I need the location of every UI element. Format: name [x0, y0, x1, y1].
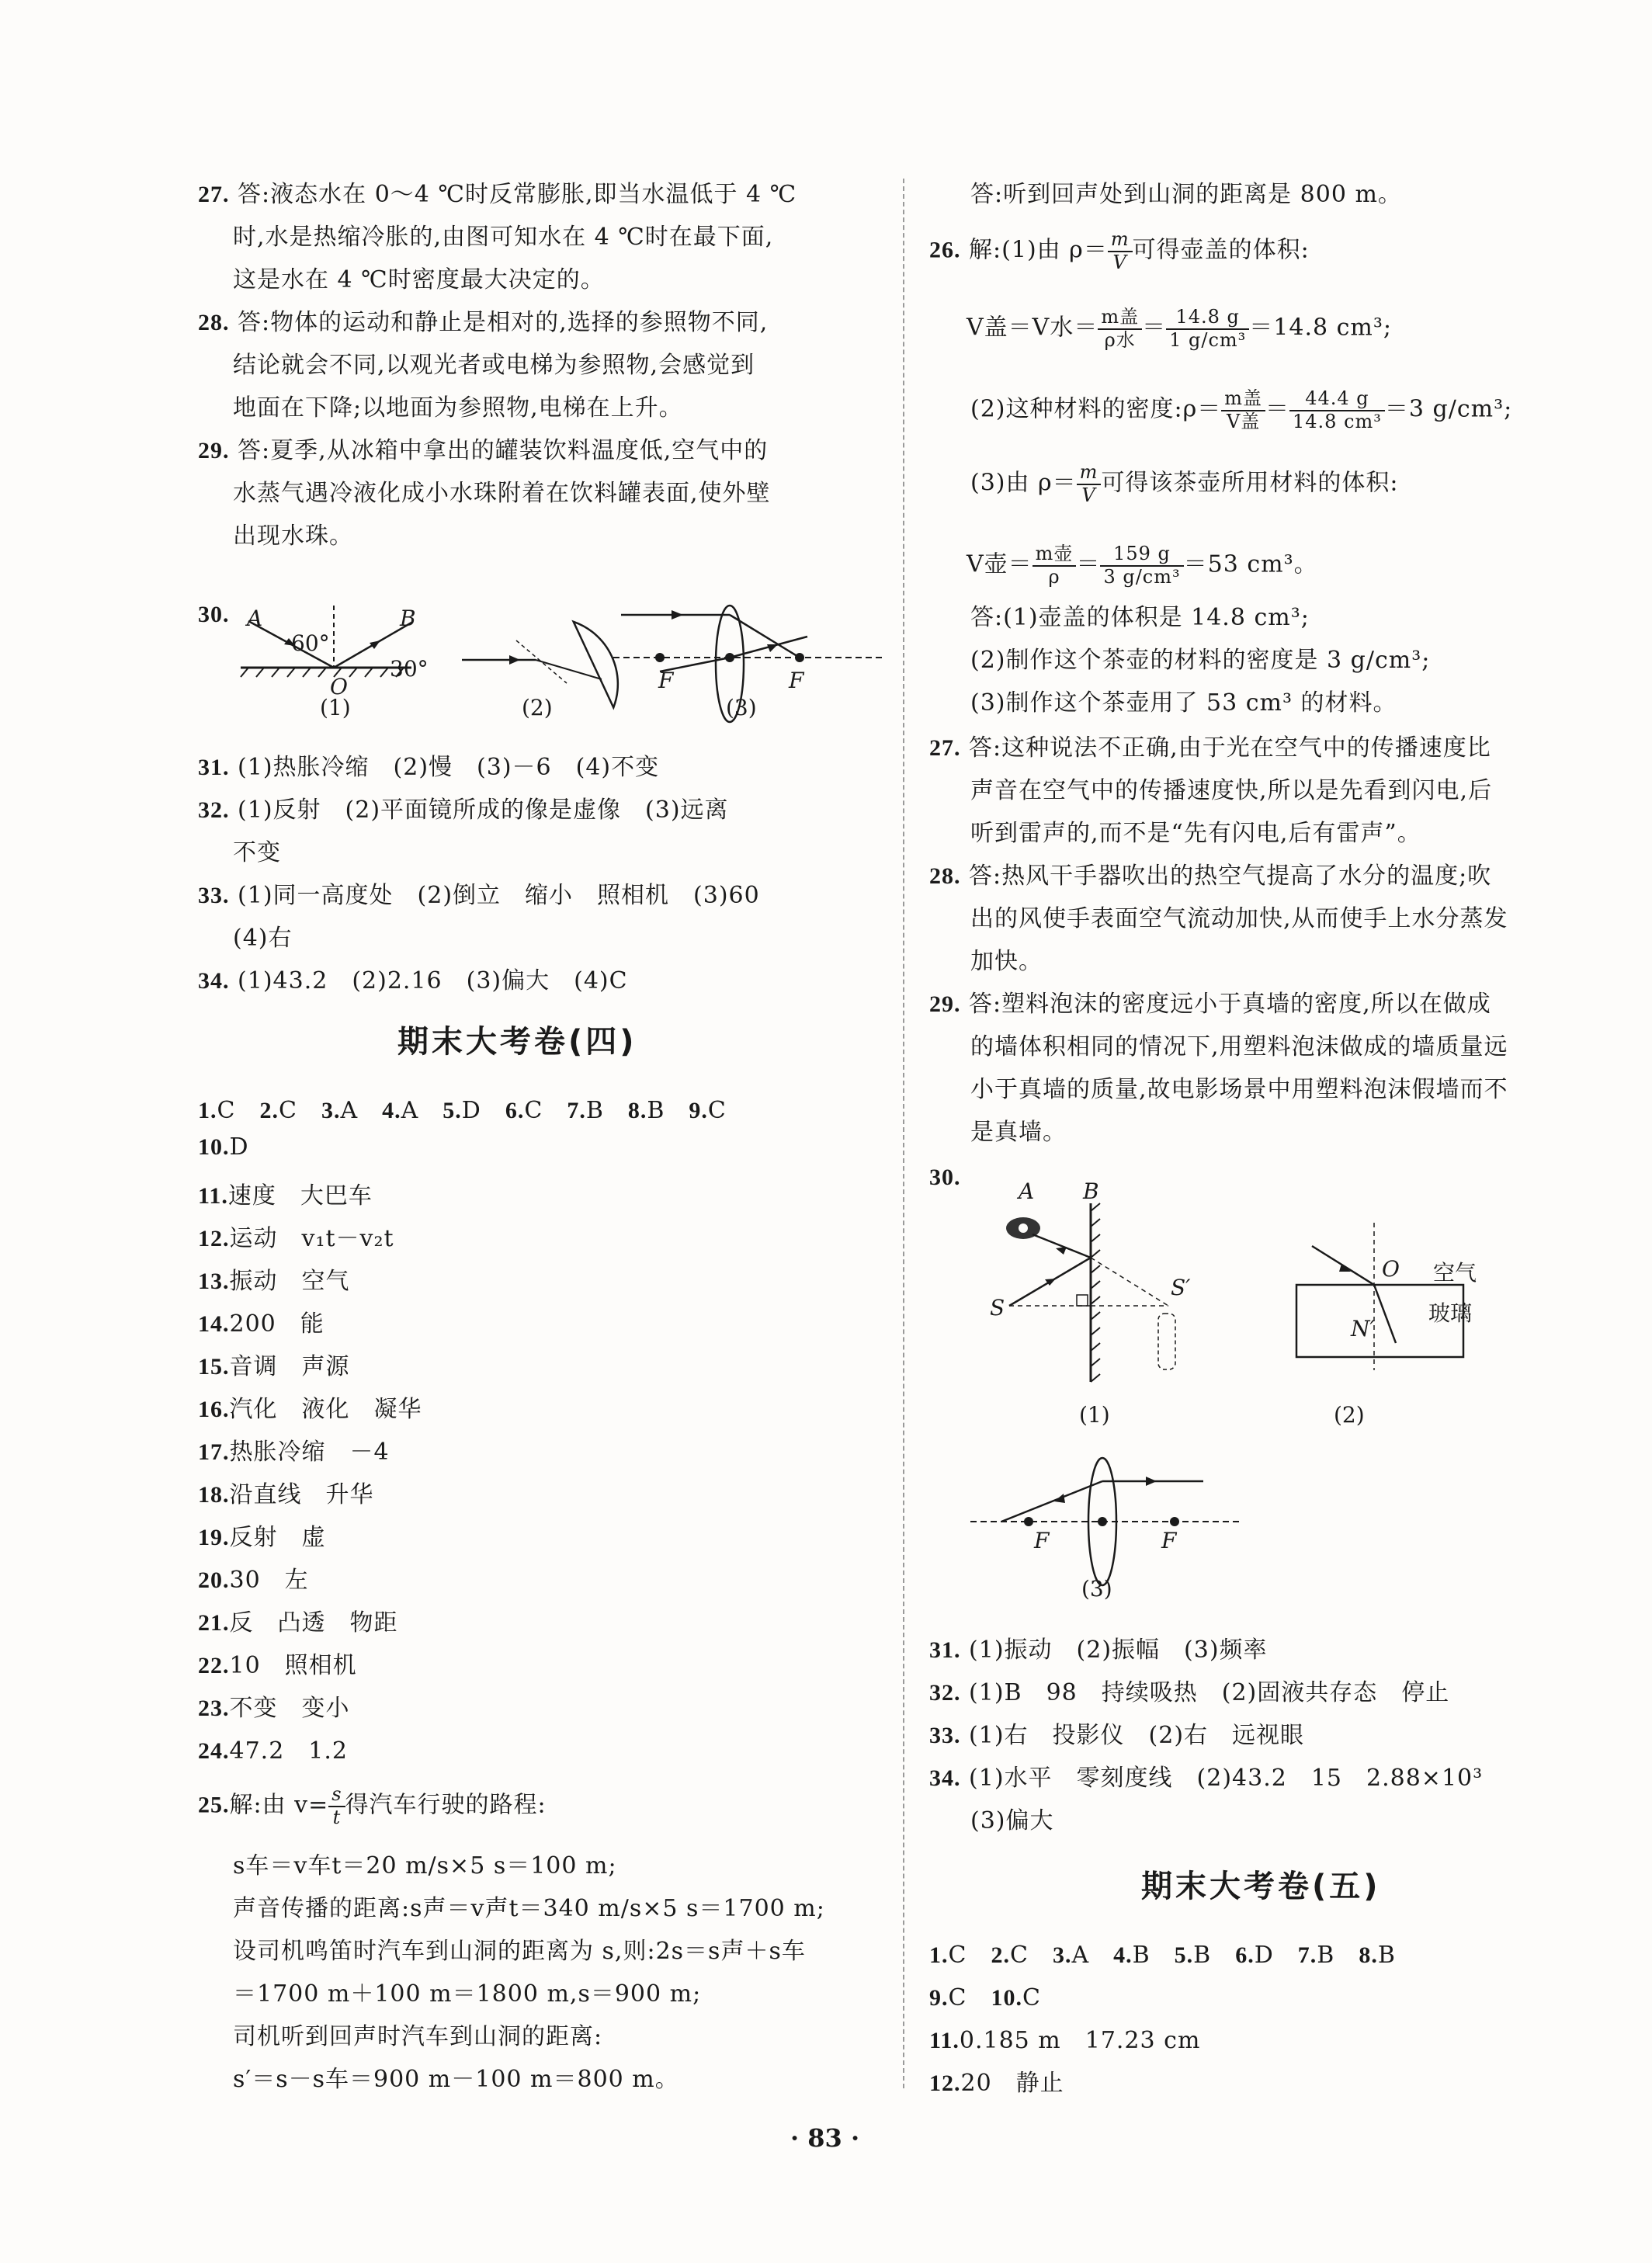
fig-label-B: B: [1083, 1178, 1099, 1204]
text-line: 加快。: [970, 948, 1043, 975]
fig-label-air: 空气: [1433, 1260, 1477, 1286]
fig-label-angle-30: 30°: [390, 656, 429, 682]
q33-left: 33. (1)同一高度处 (2)倒立 缩小 照相机 (3)60: [198, 882, 760, 909]
q31-left: 31. (1)热胀冷缩 (2)慢 (3)－6 (4)不变: [198, 754, 660, 781]
answer-21: 21.反 凸透 物距: [198, 1609, 398, 1637]
mc-answers-exam-4: 1.C 2.C 3.A 4.A 5.D 6.C 7.B 8.B 9.C: [198, 1097, 727, 1124]
fig-caption-2: (2): [522, 695, 553, 720]
fraction: $\frac{\text{m盖}}{\text{ρ水}}$: [1098, 307, 1142, 351]
answer-20: 20.30 左: [198, 1567, 309, 1594]
q27-left: 27. 答:液态水在 0～4 ℃时反常膨胀,即当水温低于 4 ℃: [198, 181, 797, 208]
mc-answers-exam-5-row2: 9.C 10.C: [929, 1984, 1041, 2011]
q31-right: 31. (1)振动 (2)振幅 (3)频率: [929, 1637, 1268, 1664]
fig-label-N-prime: N′: [1351, 1316, 1375, 1341]
answer-echo-distance: 答:听到回声处到山洞的距离是 800 m。: [970, 181, 1402, 208]
text-line: 出现水珠。: [233, 522, 353, 550]
text-line: 结论就会不同,以观光者或电梯为参照物,会感觉到: [233, 352, 755, 379]
text-line: 声音在空气中的传播速度快,所以是先看到闪电,后: [970, 777, 1493, 804]
mc-answers-exam-5-row1: 1.C 2.C 3.A 4.B 5.B 6.D 7.B 8.B: [929, 1942, 1396, 1969]
text-line: 这是水在 4 ℃时密度最大决定的。: [233, 266, 605, 293]
answer-10: 10.D: [198, 1133, 249, 1161]
formula-lid-volume: V盖＝V水＝ $\frac{\text{m盖}}{\text{ρ水}}$ ＝ $\frac{14.8 g}{\text{1 g/cm³}}$ ＝14.8 cm³;: [967, 306, 1392, 351]
answer-17: 17.热胀冷缩 －4: [198, 1439, 390, 1466]
formula-teapot-intro: (3)由 ρ＝ $\frac{m}{V}$ 可得该茶壶所用材料的体积:: [970, 461, 1399, 506]
fig-label-O: O: [1382, 1256, 1400, 1282]
answer-23: 23.不变 变小: [198, 1695, 350, 1722]
text-line: 不变: [233, 839, 281, 866]
text-line: s′＝s－s车＝900 m－100 m＝800 m。: [233, 2066, 679, 2093]
text-line: 的墙体积相同的情况下,用塑料泡沫做成的墙质量远: [970, 1033, 1508, 1060]
q28-left: 28. 答:物体的运动和静止是相对的,选择的参照物不同,: [198, 309, 769, 336]
q30-left-number: 30.: [198, 602, 230, 627]
fig-label-B: B: [400, 606, 416, 631]
formula-teapot-volume: V壶＝ $\frac{\text{m壶}}{\rho}$ ＝ $\frac{159 g}{\text{3 g/cm³}}$ ＝53 cm³。: [967, 543, 1318, 588]
fraction-s-over-t: $\frac{s}{t}$: [328, 1784, 345, 1828]
fig-label-A: A: [1019, 1178, 1035, 1204]
answer-line: 答:(1)壶盖的体积是 14.8 cm³;: [970, 604, 1310, 631]
q28-right: 28. 答:热风干手器吹出的热空气提高了水分的温度;吹: [929, 863, 1492, 890]
text-line: 司机听到回声时汽车到山洞的距离:: [233, 2023, 603, 2050]
fraction: $\frac{14.8 g}{\text{1 g/cm³}}$: [1166, 307, 1249, 351]
q26-right: 26. 解:(1)由 ρ＝ $\frac{m}{V}$ 可得壶盖的体积:: [929, 228, 1310, 273]
fraction: $\frac{159 g}{\text{3 g/cm³}}$: [1100, 543, 1183, 588]
fig-caption-1: (1): [320, 695, 351, 720]
answer-line: (3)制作这个茶壶用了 53 cm³ 的材料。: [970, 689, 1397, 717]
q32-left: 32. (1)反射 (2)平面镜所成的像是虚像 (3)远离: [198, 797, 729, 824]
formula-density: (2)这种材料的密度:ρ＝ $\frac{\text{m盖}}{\text{V盖}}$ ＝ $\frac{44.4 g}{\text{14.8 cm³}}$ ＝3 g/cm³;: [970, 387, 1513, 432]
answer-11-exam-5: 11.0.185 m 17.23 cm: [929, 2027, 1201, 2054]
answer-16: 16.汽化 液化 凝华: [198, 1396, 422, 1423]
answer-25-intro: 25.解:由 v= $\frac{s}{t}$ 得汽车行驶的路程:: [198, 1783, 547, 1828]
fraction-m-over-v: $\frac{m}{V}$: [1108, 229, 1133, 273]
q29-left: 29. 答:夏季,从冰箱中拿出的罐装饮料温度低,空气中的: [198, 437, 769, 464]
answer-24: 24.47.2 1.2: [198, 1737, 349, 1765]
answer-12: 12.运动 v₁t－v₂t: [198, 1225, 394, 1252]
fig-label-F-right: F: [1161, 1528, 1177, 1553]
fig-caption-1: (1): [1079, 1402, 1110, 1428]
q33-right: 33. (1)右 投影仪 (2)右 远视眼: [929, 1722, 1305, 1749]
answer-14: 14.200 能: [198, 1310, 324, 1338]
text-line: 地面在下降;以地面为参照物,电梯在上升。: [233, 394, 683, 422]
text-line: s车＝v车t＝20 m/s×5 s＝100 m;: [233, 1852, 617, 1879]
column-separator: [903, 179, 904, 2088]
fig-label-F-right: F: [789, 668, 804, 693]
fraction: $\frac{\text{m盖}}{\text{V盖}}$: [1221, 388, 1265, 432]
fig-label-A: A: [247, 606, 263, 631]
text-line: 听到雷声的,而不是“先有闪电,后有雷声”。: [970, 820, 1421, 847]
q32-right: 32. (1)B 98 持续吸热 (2)固液共存态 停止: [929, 1679, 1450, 1706]
fig-label-O: O: [330, 674, 348, 699]
answer-22: 22.10 照相机: [198, 1652, 357, 1679]
fraction: $\frac{\text{m壶}}{\rho}$: [1032, 543, 1077, 588]
fig-label-F-left: F: [658, 668, 674, 693]
q27-right: 27. 答:这种说法不正确,由于光在空气中的传播速度比: [929, 734, 1491, 762]
text-line: (4)右: [233, 925, 293, 952]
fig-label-glass: 玻璃: [1428, 1300, 1473, 1326]
answer-19: 19.反射 虚: [198, 1524, 326, 1551]
text-line: 出的风使手表面空气流动加快,从而使手上水分蒸发: [970, 905, 1508, 932]
text-line: 声音传播的距离:s声＝v声t＝340 m/s×5 s＝1700 m;: [233, 1895, 825, 1922]
fraction-m-over-v: $\frac{m}{V}$: [1077, 462, 1102, 506]
text-line: 小于真墙的质量,故电影场景中用塑料泡沫假墙而不: [970, 1076, 1508, 1103]
optics-diagrams-right: [970, 1180, 1553, 1599]
text-line: 水蒸气遇冷液化成小水珠附着在饮料罐表面,使外壁: [233, 480, 771, 507]
answer-15: 15.音调 声源: [198, 1353, 350, 1380]
fig-label-S-prime: S′: [1171, 1275, 1191, 1300]
fig-label-angle-60: 60°: [291, 630, 330, 656]
text-line: 时,水是热缩冷胀的,由图可知水在 4 ℃时在最下面,: [233, 224, 774, 251]
answer-line: (2)制作这个茶壶的材料的密度是 3 g/cm³;: [970, 647, 1431, 674]
text-line: ＝1700 m＋100 m＝1800 m,s＝900 m;: [233, 1980, 702, 2008]
q29-right: 29. 答:塑料泡沫的密度远小于真墙的密度,所以在做成: [929, 991, 1491, 1018]
q34-right: 34. (1)水平 零刻度线 (2)43.2 15 2.88×10³: [929, 1765, 1484, 1792]
fig-label-S: S: [990, 1295, 1005, 1321]
section-title-exam-4: 期末大考卷(四): [397, 1024, 637, 1060]
fig-label-F-left: F: [1034, 1528, 1050, 1553]
text-line: (3)偏大: [970, 1807, 1054, 1834]
answer-18: 18.沿直线 升华: [198, 1481, 374, 1508]
text-line: 设司机鸣笛时汽车到山洞的距离为 s,则:2s＝s声＋s车: [233, 1938, 806, 1965]
answer-12-exam-5: 12.20 静止: [929, 2070, 1064, 2097]
answer-11: 11.速度 大巴车: [198, 1182, 373, 1210]
fig-caption-2: (2): [1334, 1402, 1365, 1428]
fig-caption-3: (3): [1081, 1576, 1112, 1602]
section-title-exam-5: 期末大考卷(五): [1141, 1869, 1381, 1904]
q30-right-number: 30.: [929, 1164, 961, 1190]
fraction: $\frac{44.4 g}{\text{14.8 cm³}}$: [1289, 388, 1385, 432]
fig-caption-3: (3): [726, 695, 757, 720]
q34-left: 34. (1)43.2 (2)2.16 (3)偏大 (4)C: [198, 967, 628, 994]
answer-13: 13.振动 空气: [198, 1268, 350, 1295]
page-number: · 83 ·: [790, 2123, 860, 2153]
text-line: 是真墙。: [970, 1119, 1067, 1146]
